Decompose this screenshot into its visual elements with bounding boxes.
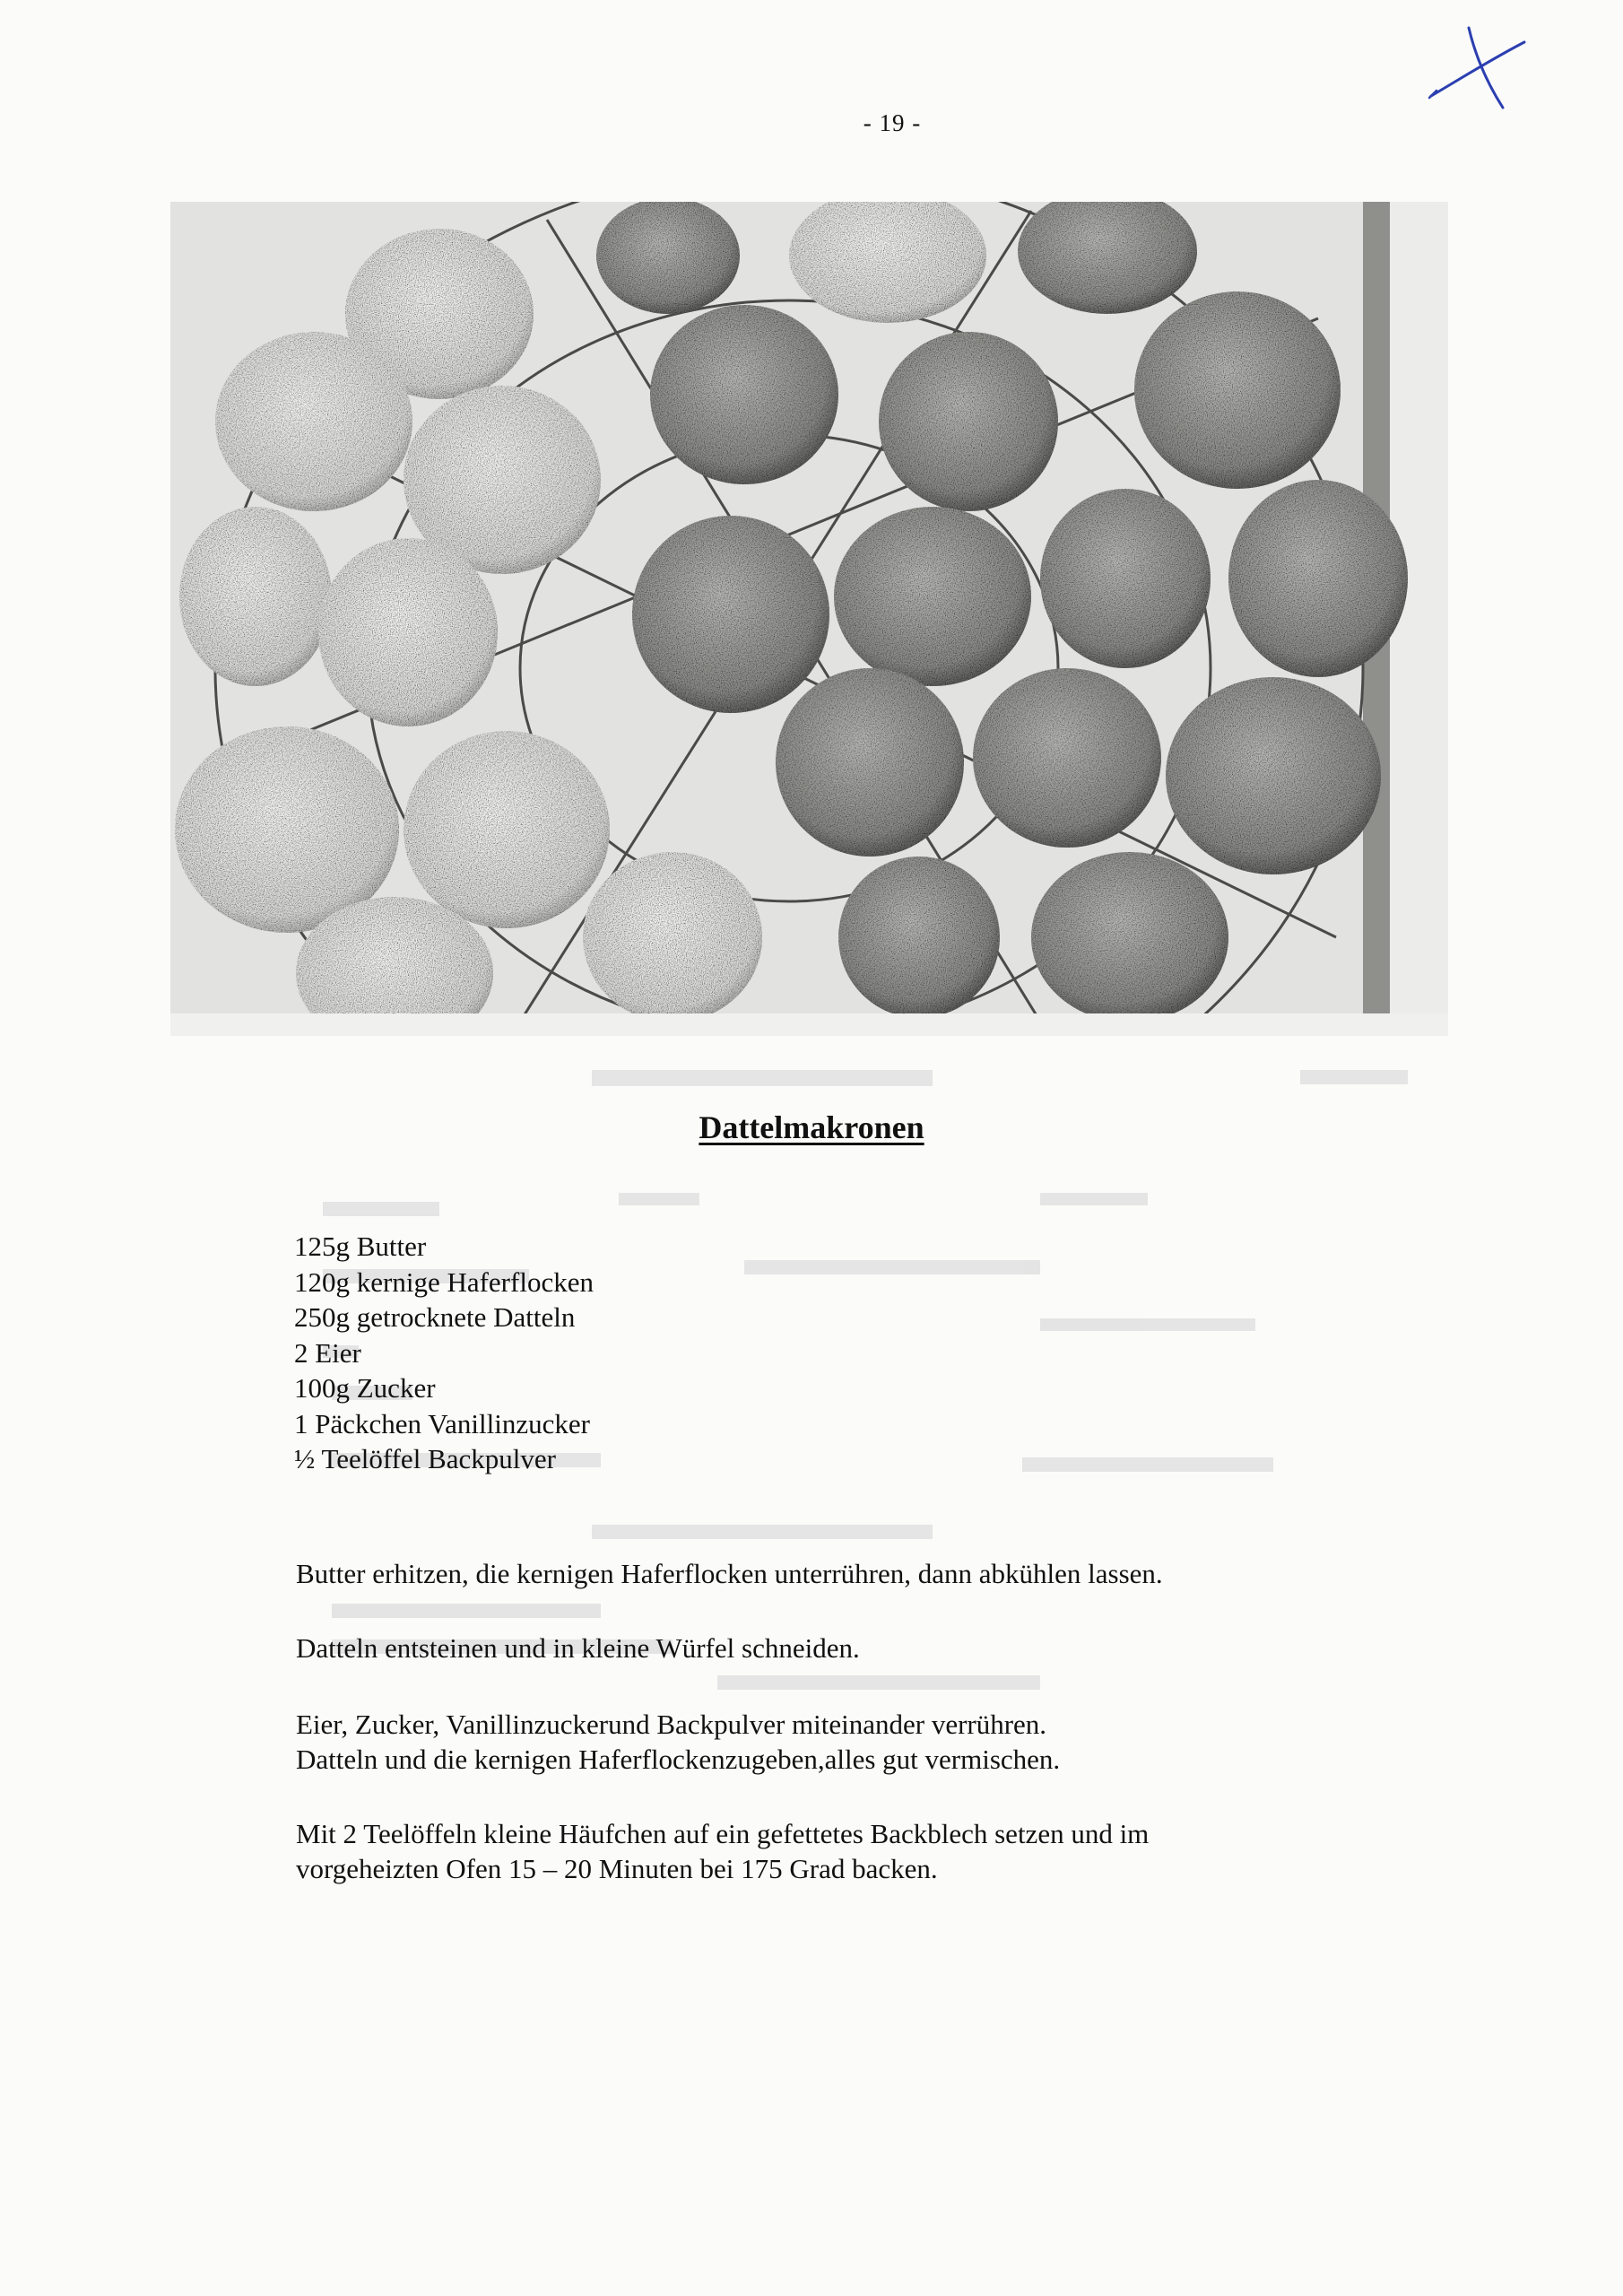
ingredient-item: 1 Päckchen Vanillinzucker (294, 1407, 590, 1439)
instruction-step (296, 1631, 860, 1665)
instruction-line: Datteln entsteinen und in kleine Würfel schneiden. (296, 1632, 860, 1664)
cookie-rack-photo-icon (170, 202, 1448, 1036)
ingredient-item: 100g Zucker (294, 1372, 436, 1404)
instruction-line: vorgeheizten Ofen 15 – 20 Minuten bei 175 Grad backen. (296, 1853, 938, 1884)
ingredient-list (294, 1229, 594, 1477)
instruction-step (296, 1556, 1163, 1591)
ingredient-item: 125g Butter (294, 1231, 427, 1262)
ingredient-item: 120g kernige Haferflocken (294, 1265, 594, 1298)
ingredient-item: 250g getrocknete Datteln (294, 1301, 576, 1333)
instruction-line: Eier, Zucker, Vanillinzuckerund Backpulver miteinander verrühren. (296, 1709, 1047, 1740)
instruction-line: Butter erhitzen, die kernigen Haferflocken unterrühren, dann abkühlen lassen. (296, 1558, 1163, 1589)
recipe-title: Dattelmakronen (699, 1109, 924, 1145)
cookie-rack-photo (170, 202, 1448, 1036)
page-number: - 19 - (863, 109, 922, 136)
ingredient-item: 2 Eier (294, 1336, 361, 1369)
x-mark-icon (1417, 22, 1533, 112)
instruction-step (296, 1816, 1149, 1886)
ingredient-item: ½ Teelöffel Backpulver (294, 1443, 556, 1474)
instruction-line: Datteln und die kernigen Haferflockenzugeben,alles gut vermischen. (296, 1744, 1061, 1775)
instruction-line: Mit 2 Teelöffeln kleine Häufchen auf ein gefettetes Backblech setzen und im (296, 1818, 1150, 1849)
instruction-step (296, 1707, 1060, 1777)
